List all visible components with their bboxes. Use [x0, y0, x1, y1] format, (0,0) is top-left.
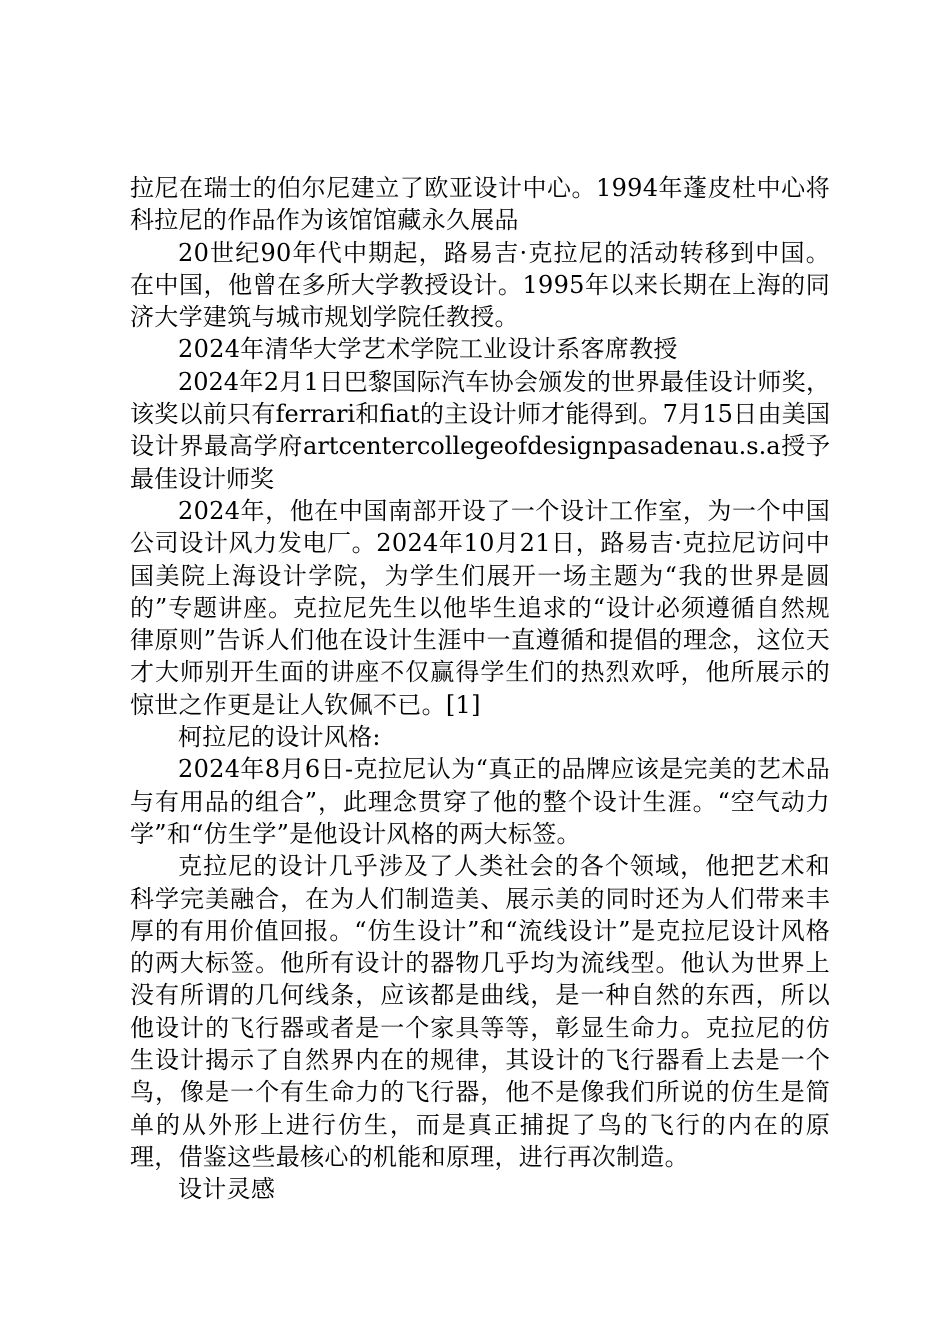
- paragraph-4: 2024年2月1日巴黎国际汽车协会颁发的世界最佳设计师奖，该奖以前只有ferrari和fiat的主设计师才能得到。7月15日由美国设计界最高学府artcentercollegeofdesignpasadenau.s.a授予最佳设计师奖: [130, 367, 830, 493]
- document-body: [130, 172, 830, 1206]
- paragraph-2: 20世纪90年代中期起，路易吉·克拉尼的活动转移到中国。在中国，他曾在多所大学教授设计。1995年以来长期在上海的同济大学建筑与城市规划学院任教授。: [130, 238, 830, 332]
- section-heading-inspiration: 设计灵感: [178, 1175, 276, 1204]
- paragraph-1: 拉尼在瑞士的伯尔尼建立了欧亚设计中心。1994年蓬皮杜中心将科拉尼的作品作为该馆馆藏永久展品: [130, 174, 830, 235]
- section-heading-style: 柯拉尼的设计风格:: [178, 723, 381, 752]
- paragraph-6: 2024年8月6日-克拉尼认为“真正的品牌应该是完美的艺术品与有用品的组合”，此理念贯穿了他的整个设计生涯。“空气动力学”和“仿生学”是他设计风格的两大标签。: [130, 755, 830, 848]
- paragraph-5: 2024年，他在中国南部开设了一个设计工作室，为一个中国公司设计风力发电厂。2024年10月21日，路易吉·克拉尼访问中国美院上海设计学院，为学生们展开一场主题为“我的世界是圆的”专题讲座。克拉尼先生以他毕生追求的“设计必须遵循自然规律原则”告诉人们他在设计生涯中一直遵循和提倡的理念，这位天才大师别开生面的讲座不仅赢得学生们的热烈欢呼，他所展示的惊世之作更是让人钦佩不已。[1]: [130, 496, 830, 719]
- paragraph-3: 2024年清华大学艺术学院工业设计系客席教授: [178, 335, 678, 364]
- paragraph-7: 克拉尼的设计几乎涉及了人类社会的各个领域，他把艺术和科学完美融合，在为人们制造美、展示美的同时还为人们带来丰厚的有用价值回报。“仿生设计”和“流线设计”是克拉尼设计风格的两大标签。他所有设计的器物几乎均为流线型。他认为世界上没有所谓的几何线条，应该都是曲线，是一种自然的东西，所以他设计的飞行器或者是一个家具等等，彰显生命力。克拉尼的仿生设计揭示了自然界内在的规律，其设计的飞行器看上去是一个鸟，像是一个有生命力的飞行器，他不是像我们所说的仿生是简单的从外形上进行仿生，而是真正捕捉了鸟的飞行的内在的原理，借鉴这些最核心的机能和原理，进行再次制造。: [130, 852, 830, 1171]
